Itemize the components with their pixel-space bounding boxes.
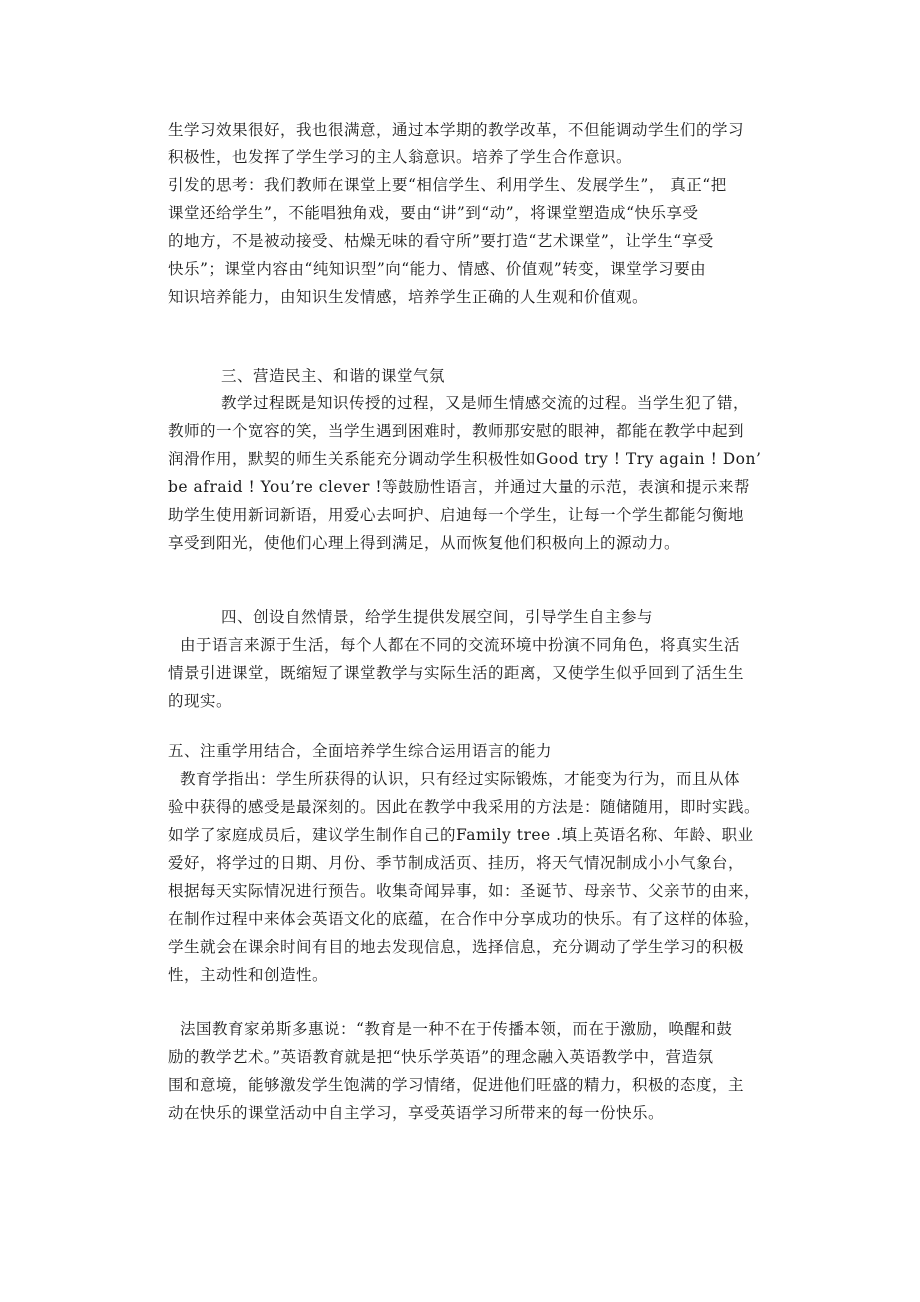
section-heading: 五、注重学用结合，全面培养学生综合运用语言的能力: [168, 742, 553, 760]
paragraph-line: 根据每天实际情况进行预告。收集奇闻异事，如：圣诞节、母亲节、父亲节的由来，: [168, 882, 761, 900]
paragraph-line: 的地方，不是被动接受、枯燥无味的看守所”要打造“艺术课堂”，让学生“享受: [168, 232, 714, 250]
paragraph-line: 在制作过程中来体会英语文化的底蕴，在合作中分享成功的快乐。有了这样的体验，: [168, 910, 761, 928]
paragraph-line: 情景引进课堂，既缩短了课堂教学与实际生活的距离，又使学生似乎回到了活生生: [168, 664, 745, 682]
paragraph-line: 动在快乐的课堂活动中自主学习，享受英语学习所带来的每一份快乐。: [168, 1104, 665, 1122]
paragraph-line: 励的教学艺术。”英语教育就是把“快乐学英语”的理念融入英语教学中，营造氛: [168, 1048, 714, 1066]
paragraph-line: 助学生使用新词新语，用爱心去呵护、启迪每一个学生，让每一个学生都能匀衡地: [168, 506, 745, 524]
paragraph-line: 引发的思考：我们教师在课堂上要“相信学生、利用学生、发展学生”， 真正“把: [168, 176, 727, 194]
paragraph-line: 教师的一个宽容的笑，当学生遇到困难时，教师那安慰的眼神，都能在教学中起到: [168, 422, 745, 440]
paragraph-line: 法国教育家弟斯多惠说：“教育是一种不在于传播本领，而在于激励，唤醒和鼓: [180, 1020, 733, 1038]
paragraph-line: 积极性，也发挥了学生学习的主人翁意识。培养了学生合作意识。: [168, 148, 633, 166]
paragraph-line: 教学过程既是知识传授的过程，又是师生情感交流的过程。当学生犯了错，: [221, 394, 750, 412]
paragraph-line: 课堂还给学生”，不能唱独角戏，要由“讲”到“动”，将课堂塑造成“快乐享受: [168, 204, 699, 222]
paragraph-line: 如学了家庭成员后，建议学生制作自己的Family tree .填上英语名称、年龄、职业: [168, 826, 754, 844]
paragraph-line: 快乐”；课堂内容由“纯知识型”向“能力、情感、价值观”转变，课堂学习要由: [168, 260, 707, 278]
paragraph-line: 生学习效果很好，我也很满意，通过本学期的教学改革，不但能调动学生们的学习: [168, 121, 745, 139]
paragraph-line: 学生就会在课余时间有目的地去发现信息，选择信息，充分调动了学生学习的积极: [168, 938, 745, 956]
paragraph-line: 知识培养能力，由知识生发情感，培养学生正确的人生观和价值观。: [168, 288, 649, 306]
paragraph-line: 验中获得的感受是最深刻的。因此在教学中我采用的方法是：随储随用，即时实践。: [168, 798, 761, 816]
paragraph-line: 教育学指出：学生所获得的认识，只有经过实际锻炼，才能变为行为，而且从体: [180, 770, 741, 788]
paragraph-line: 享受到阳光，使他们心理上得到满足，从而恢复他们积极向上的源动力。: [168, 534, 681, 552]
paragraph-line: 的现实。: [168, 692, 233, 710]
paragraph-line: be afraid ! You’re clever !等鼓励性语言，并通过大量的示范，表演和提示来帮: [168, 478, 751, 496]
paragraph-line: 性，主动性和创造性。: [168, 966, 329, 984]
paragraph-line: 润滑作用，默契的师生关系能充分调动学生积极性如Good try ! Try again ! Don’: [168, 450, 762, 468]
paragraph-line: 由于语言来源于生活，每个人都在不同的交流环境中扮演不同角色，将真实生活: [180, 636, 741, 654]
section-heading: 三、营造民主、和谐的课堂气氛: [221, 367, 446, 385]
paragraph-line: 爱好，将学过的日期、月份、季节制成活页、挂历，将天气情况制成小小气象台，: [168, 854, 745, 872]
section-heading: 四、创设自然情景，给学生提供发展空间，引导学生自主参与: [221, 608, 654, 626]
paragraph-line: 围和意境，能够激发学生饱满的学习情绪，促进他们旺盛的精力，积极的态度，主: [168, 1076, 745, 1094]
